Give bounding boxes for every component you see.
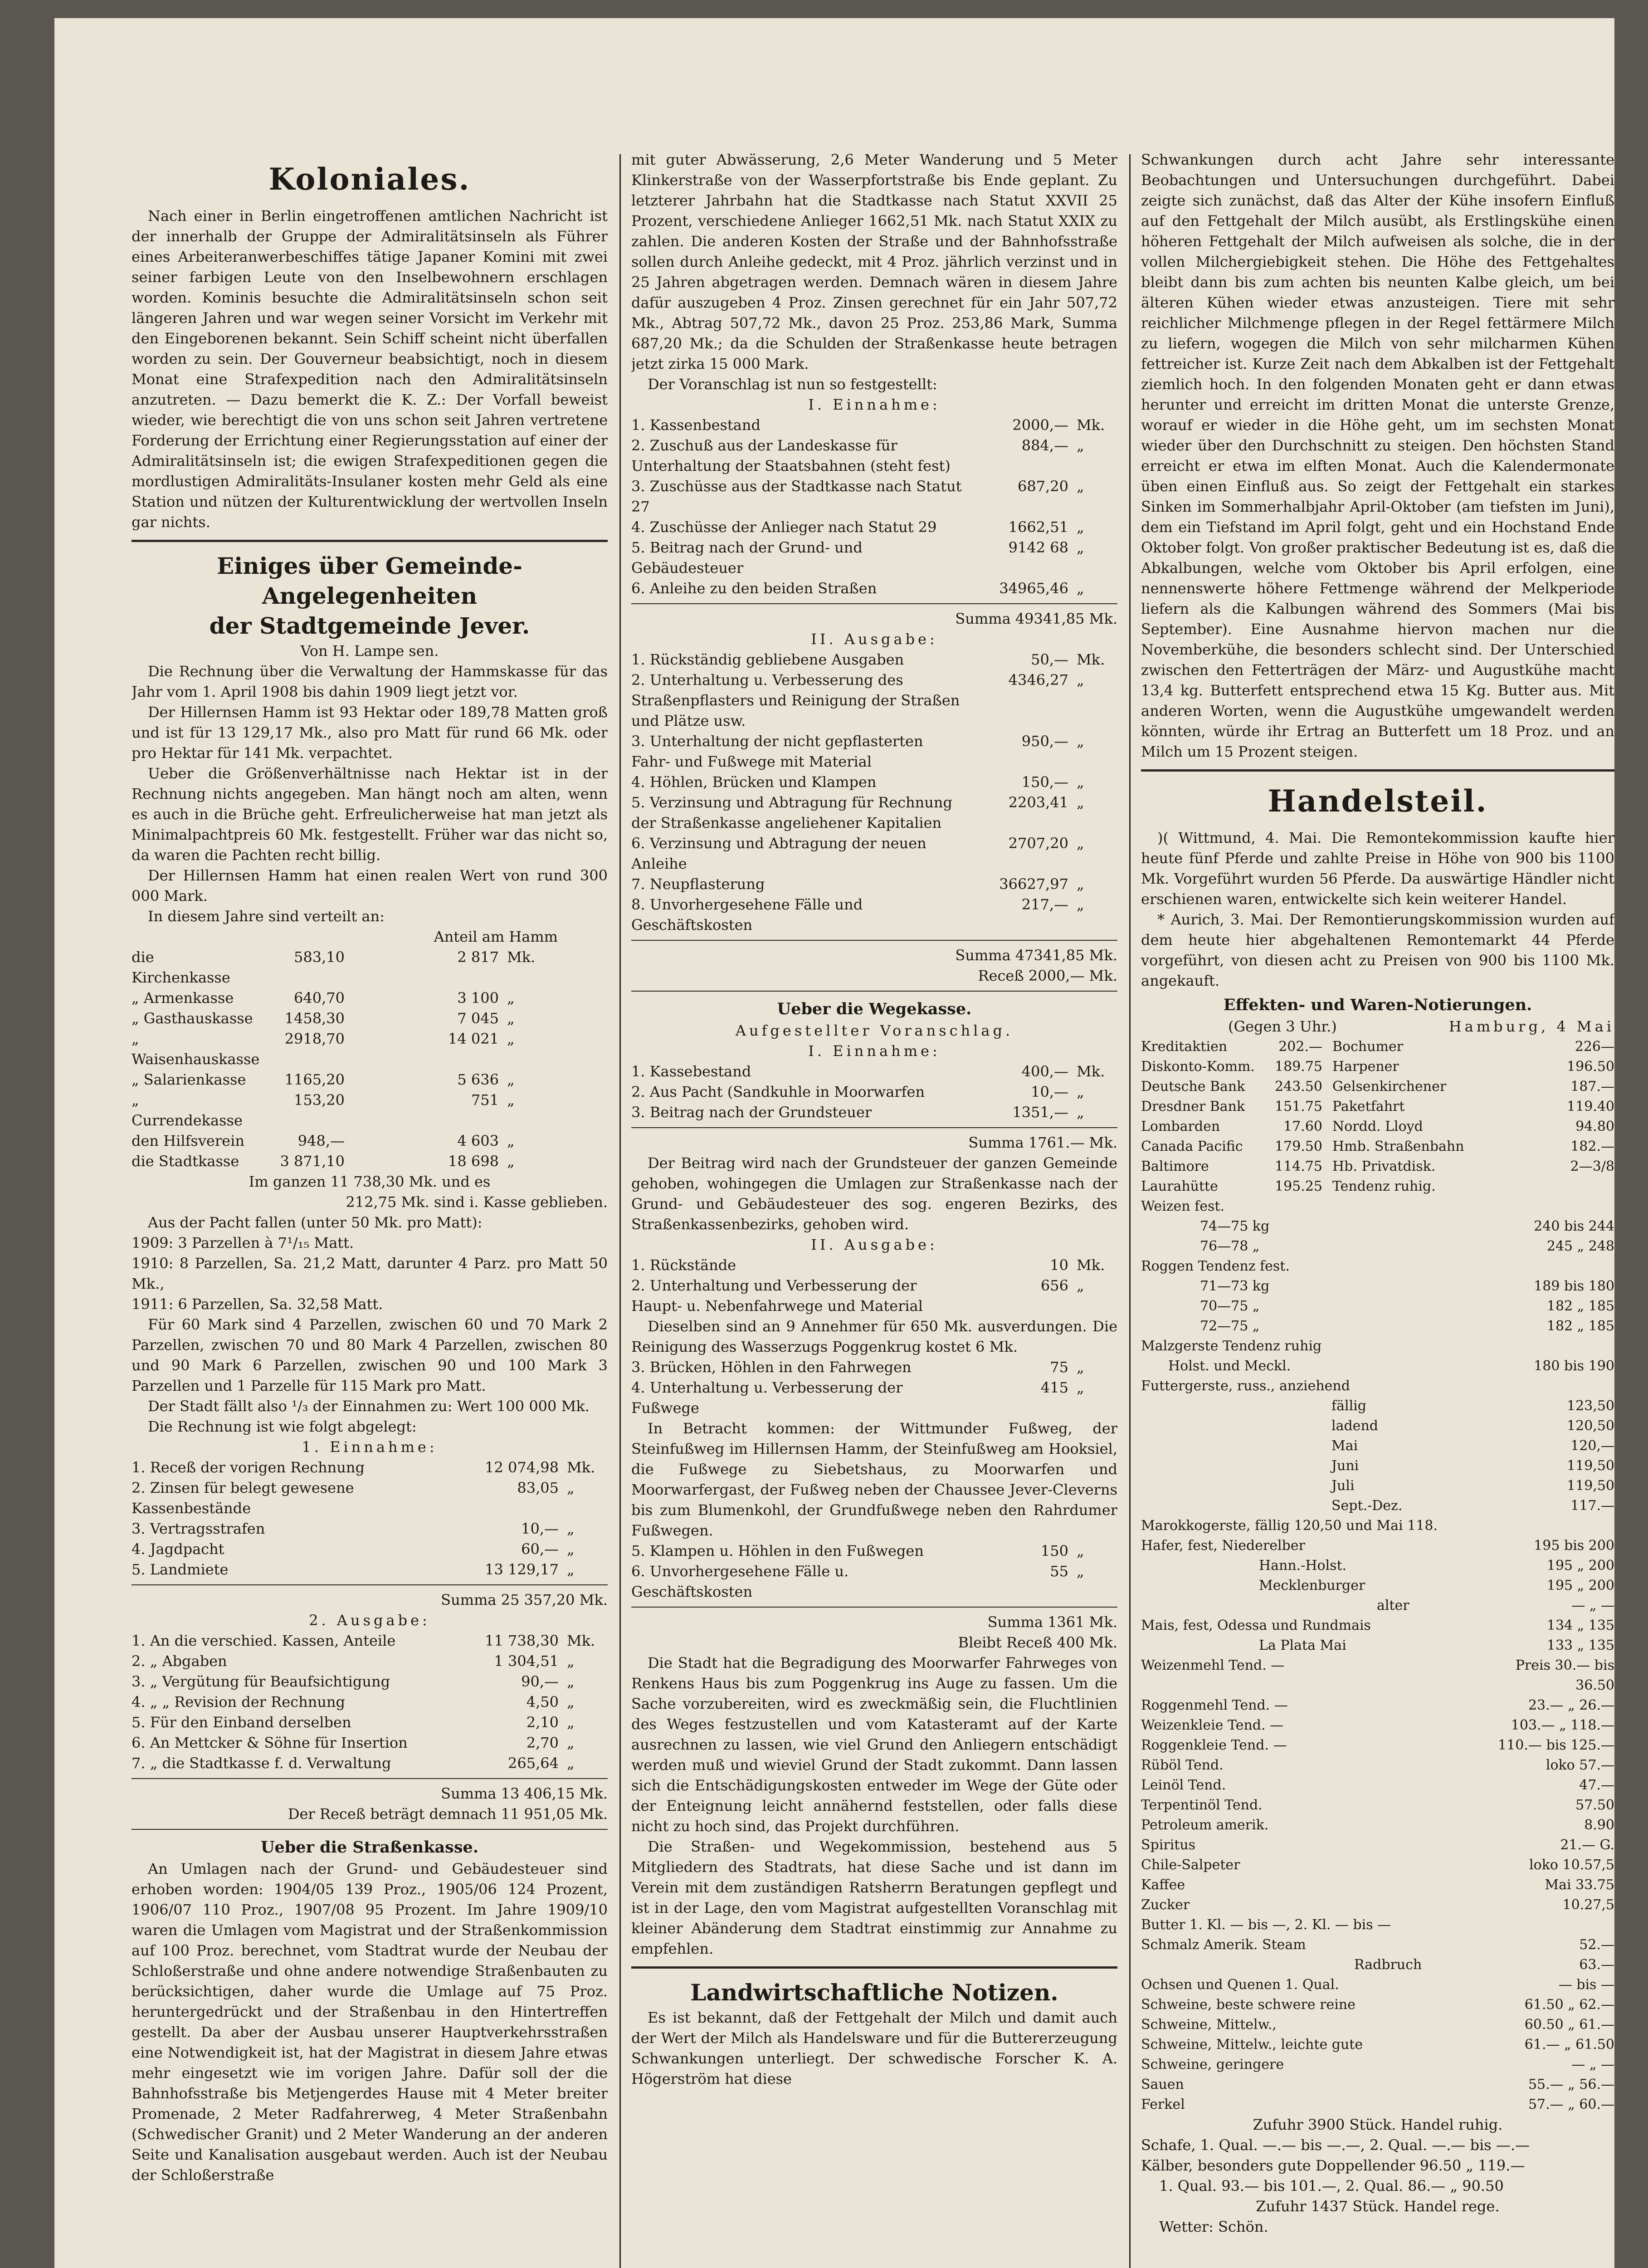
sum-rule — [631, 1607, 1117, 1608]
table-row: Lombarden 17.60 Nordd. Lloyd 94.80 — [1141, 1119, 1614, 1134]
sum-rule — [132, 1584, 608, 1585]
table-total: Im ganzen 11 738,30 Mk. und es — [249, 1173, 491, 1190]
table-row: Butter 1. Kl. — bis —, 2. Kl. — bis — — [1141, 1917, 1391, 1933]
article-text: 1910: 8 Parzellen, Sa. 21,2 Matt, darunter 4 Parz. pro Matt 50 Mk., — [132, 1255, 608, 1292]
wege-ausgabe-table — [631, 1357, 1117, 1418]
sum-rule — [631, 603, 1117, 604]
table-row: Roggen Tendenz fest. — [1141, 1258, 1290, 1274]
table-row: 5. Verzinsung und Abtragung für Rechnung der Straßenkasse angeliehener Kapitalien 2203,41 „ — [631, 794, 1084, 831]
column-3 — [1141, 150, 1614, 2268]
article-text: Der Stadt fällt also ¹/₃ der Einnahmen zu: Wert 100 000 Mk. — [148, 1398, 590, 1415]
subsection-title: Ueber die Wegekasse. — [777, 1000, 972, 1018]
sum-rule — [132, 1829, 608, 1830]
einnahme-table — [132, 1457, 608, 1580]
table-total: Summa 47341,85 Mk. — [955, 947, 1117, 964]
table-row: 6. Unvorhergesehene Fälle u. Geschäftskosten 55 „ — [631, 1563, 1084, 1600]
table-total: Receß 2000,— Mk. — [978, 967, 1117, 984]
section-title-landwirtschaft: Landwirtschaftliche Notizen. — [690, 1979, 1058, 2006]
table-row: Ochsen und Quenen 1. Qual. — bis — — [1141, 1977, 1614, 1993]
table-row: Roggenmehl Tend. — 23.— „ 26.— — [1141, 1697, 1614, 1713]
anteil-table — [132, 947, 608, 1172]
table-row: 71—73 kg 189 bis 180 — [1200, 1278, 1614, 1294]
table-row: 6. Verzinsung und Abtragung der neuen Anleihe 2707,20 „ — [631, 835, 1084, 872]
table-row: 1. Rückstände 10 Mk. — [631, 1256, 1105, 1274]
table-row: 3. Beitrag nach der Grundsteuer 1351,— „ — [631, 1104, 1084, 1121]
sum-rule — [631, 991, 1117, 992]
table-row: Marokkogerste, fällig 120,50 und Mai 118. — [1141, 1518, 1438, 1534]
table-header: II. Ausgabe: — [811, 631, 938, 648]
table-total: Der Receß beträgt demnach 11 951,05 Mk. — [288, 1805, 608, 1823]
table-row: 3. „ Vergütung für Beaufsichtigung 90,— „ — [132, 1673, 575, 1690]
article-title: der Stadtgemeinde Jever. — [209, 612, 530, 639]
article-text: )( Wittmund, 4. Mai. Die Remontekommission kaufte hier heute fünf Pferde und zahlte Preise in Höhe von 900 bis 1100 Mk. Vorgeführt wurden 56 Pferde. Da auswärtige Händler nicht erschienen waren, entwickelte sich kein weiterer Handel. — [1141, 829, 1614, 908]
article-text: An Umlagen nach der Grund- und Gebäudesteuer sind erhoben worden: 1904/05 139 Proz., 1905/06 124 Prozent, 1906/07 110 Proz., 1907/08 95 Prozent. Im Jahre 1909/10 waren die Umlagen vom Magistrat und der Straßenkommission auf 100 Proz. berechnet, vom Stadtrat wurde der Neubau der Schloßerstraße und ohne andere notwendige Straßenbauten zu berücksichtigen, daher wurde die Umlage auf 75 Proz. heruntergedrückt und der Straßenbau in den Hintertreffen gestellt. Da aber der Ausbau unserer Hauptverkehrsstraßen eine Notwendigkeit ist, hat der Magistrat in diesem Jahre etwas mehr eingesetzt wie im vorigen Jahre. Dafür soll der die Bahnhofsstraße bis Metjengerdes Hause mit 4 Meter breiter Promenade, 2 Meter Radfahrerweg, 4 Meter Straßenbahn (Schwedischer Granit) und 2 Meter Wanderung an der anderen Seite und Kanalisation ausgebaut werden. Auch ist der Neubau der Schloßerstraße — [132, 1860, 608, 2184]
ausgabe-table — [631, 650, 1117, 935]
table-total: Summa 1761.— Mk. — [968, 1134, 1117, 1151]
ausgabe-table — [132, 1631, 608, 1774]
article-text: Nach einer in Berlin eingetroffenen amtlichen Nachricht ist der innerhalb der Gruppe der Admiralitätsinseln als Führer eines Arbeiteranwerbeschiffes tätige Japaner Komini mit zwei seiner farbigen Leute von den Inselbewohnern erschlagen worden. Kominis besuchte die Admiralitätsinseln schon seit längeren Jahren und war wegen seiner Vorsicht im Verkehr mit den Eingeborenen bekannt. Sein Schiff scheint nicht überfallen worden zu sein. Der Gouverneur beabsichtigt, noch in diesem Monat eine Strafexpedition nach den Admiralitätsinseln anzutreten. — Dazu bemerkt die K. Z.: Der Vorfall beweist wieder, wie berechtigt die von uns schon seit Jahren vertretene Forderung der Errichtung einer Regierungsstation auf einer der Admiralitätsinseln ist; die ewigen Strafexpeditionen gegen die mordlustigen Admiralitäts-Insulaner kosten mehr Geld als eine Station und nützen der Kulturentwicklung der wertvollen Inseln gar nichts. — [132, 207, 608, 531]
table-row: Juni 119,50 — [1331, 1458, 1614, 1474]
section-rule — [132, 540, 608, 542]
table-header: II. Ausgabe: — [811, 1236, 938, 1253]
table-row: La Plata Mai 133 „ 135 — [1259, 1637, 1614, 1653]
table-row: Weizen fest. — [1141, 1198, 1224, 1214]
market-note: Zufuhr 3900 Stück. Handel ruhig. — [1253, 2116, 1503, 2133]
market-note: 1. Qual. 93.— bis 101.—, 2. Qual. 86.— „ 90.50 — [1159, 2177, 1504, 2195]
table-row: Schmalz Amerik. Steam 52.— — [1141, 1937, 1614, 1953]
article-text: * Aurich, 3. Mai. Der Remontierungskommission wurden auf dem heute hier abgehaltenen Remontemarkt 44 Pferde vorgeführt, von diesen acht zu Preisen von 900 bis 1100 Mk. angekauft. — [1141, 911, 1614, 989]
wege-ausgabe-table — [631, 1541, 1117, 1602]
table-row: fällig 123,50 — [1331, 1398, 1614, 1414]
table-row: Weizenmehl Tend. — Preis 30.— bis 36.50 — [1141, 1657, 1614, 1693]
table-row: 72—75 „ 182 „ 185 — [1200, 1318, 1614, 1334]
table-row: Schweine, beste schwere reine 61.50 „ 62.— — [1141, 1997, 1614, 2013]
table-row: Canada Pacific 179.50 Hmb. Straßenbahn 182.— — [1141, 1139, 1614, 1154]
table-row: 5. Klampen u. Höhlen in den Fußwegen 150 „ — [631, 1542, 1084, 1559]
column-rule — [619, 154, 621, 2268]
column-rule — [1129, 154, 1131, 2268]
table-row: Schweine, geringere — „ — — [1141, 2057, 1614, 2072]
table-total: Bleibt Receß 400 Mk. — [958, 1634, 1117, 1651]
article-text: Der Voranschlag ist nun so festgestellt: — [648, 376, 937, 393]
table-row: Chile-Salpeter loko 10.57,5 — [1141, 1857, 1614, 1873]
waren-table — [1141, 1197, 1614, 2115]
table-row: 4. Jagdpacht 60,— „ — [132, 1540, 575, 1558]
table-row: Mai 120,— — [1331, 1438, 1614, 1454]
table-row: Sauen 55.— „ 56.— — [1141, 2077, 1614, 2092]
table-row: Radbruch 63.— — [1354, 1957, 1614, 1973]
table-row: Zucker 10.27,5 — [1141, 1897, 1614, 1913]
sum-rule — [132, 1778, 608, 1779]
table-row: 2. Unterhaltung und Verbesserung der Haupt- u. Nebenfahrwege und Material 656 „ — [631, 1277, 1084, 1315]
market-note: Zufuhr 1437 Stück. Handel rege. — [1256, 2198, 1500, 2215]
article-text: Aus der Pacht fallen (unter 50 Mk. pro Matt): — [148, 1214, 483, 1231]
table-row: Kaffee Mai 33.75 — [1141, 1877, 1614, 1893]
table-row: 6. Anleihe zu den beiden Straßen 34965,46 „ — [631, 580, 1084, 597]
article-text: Der Hillernsen Hamm hat einen realen Wert von rund 300 000 Mark. — [132, 867, 608, 904]
table-row: 5. Für den Einband derselben 2,10 „ — [132, 1714, 575, 1731]
table-row: 7. „ die Stadtkasse f. d. Verwaltung 265,64 „ — [132, 1755, 575, 1772]
table-row: Rüböl Tend. loko 57.— — [1141, 1757, 1614, 1773]
table-row: Spiritus 21.— G. — [1141, 1837, 1614, 1853]
table-row: Terpentinöl Tend. 57.50 — [1141, 1797, 1614, 1813]
effekten-table — [1141, 1037, 1614, 1197]
table-row: Baltimore 114.75 Hb. Privatdisk. 2—3/8 — [1141, 1158, 1614, 1174]
table-row: Petroleum amerik. 8.90 — [1141, 1817, 1614, 1833]
table-header: I. Einnahme: — [808, 396, 941, 413]
table-row: 3. Vertragsstrafen 10,— „ — [132, 1520, 575, 1537]
article-text: Der Hillernsen Hamm ist 93 Hektar oder 189,78 Matten groß und ist für 13 129,17 Mk., also pro Matt für rund 66 Mk. oder pro Hektar für 141 Mk. verpachtet. — [132, 704, 608, 762]
column-1 — [132, 150, 608, 2268]
wege-einnahme-table — [631, 1061, 1117, 1123]
section-rule — [1141, 769, 1614, 772]
table-header: Anteil am Hamm — [434, 928, 558, 945]
table-row: 3. Unterhaltung der nicht gepflasterten Fahr- und Fußwege mit Material 950,— „ — [631, 733, 1084, 770]
table-row: 2. Aus Pacht (Sandkuhle in Moorwarfen 10,— „ — [631, 1083, 1084, 1100]
table-row: 2. Unterhaltung u. Verbesserung des Straßenpflasters und Reinigung der Straßen und Plätze usw. 4346,27 „ — [631, 671, 1084, 729]
article-text: Die Rechnung über die Verwaltung der Hammskasse für das Jahr vom 1. April 1908 bis dahin 1909 liegt jetzt vor. — [132, 663, 608, 700]
table-row: Laurahütte 195.25 Tendenz ruhig. — [1141, 1178, 1436, 1194]
column-2 — [631, 150, 1117, 2268]
market-note: Schafe, 1. Qual. —.— bis —.—, 2. Qual. —.— bis —.— — [1141, 2136, 1530, 2154]
table-row: 4. Unterhaltung u. Verbesserung der Fußwege 415 „ — [631, 1379, 1084, 1417]
table-row: „ Salarienkasse 1165,20 5 636 „ — [132, 1071, 515, 1088]
table-row: 70—75 „ 182 „ 185 — [1200, 1298, 1614, 1314]
table-row: Juli 119,50 — [1331, 1478, 1614, 1494]
article-text: Die Rechnung ist wie folgt abgelegt: — [148, 1418, 417, 1435]
table-row: 6. An Mettcker & Söhne für Insertion 2,70 „ — [132, 1734, 575, 1751]
article-text: Es ist bekannt, daß der Fettgehalt der Milch und damit auch der Wert der Milch als Handelsware und für die Buttererzeugung Schwankungen unterliegt. Der schwedische Forscher K. A. Högerström hat diese — [631, 2009, 1117, 2087]
table-header: 2. Ausgabe: — [309, 1612, 430, 1629]
table-total: Summa 49341,85 Mk. — [955, 610, 1117, 627]
table-header: 1. Einnahme: — [302, 1438, 438, 1456]
table-row: Sept.-Dez. 117.— — [1331, 1498, 1614, 1514]
wege-ausgabe-table — [631, 1255, 1117, 1316]
article-text: 1911: 6 Parzellen, Sa. 32,58 Matt. — [132, 1295, 383, 1313]
table-row: 3. Zuschüsse aus der Stadtkasse nach Statut 27 687,20 „ — [631, 478, 1084, 515]
article-author: Von H. Lampe sen. — [300, 642, 439, 660]
newspaper-page — [54, 18, 1614, 2268]
article-text: Für 60 Mark sind 4 Parzellen, zwischen 60 und 70 Mark 2 Parzellen, zwischen 70 und 80 Mark 4 Parzellen, zwischen 80 und 90 Mark 6 Parzellen, zwischen 90 und 100 Mark 3 Parzellen und 1 Parzelle für 115 Mark pro Matt. — [132, 1316, 608, 1394]
table-row: 1. Rückständig gebliebene Ausgaben 50,— Mk. — [631, 651, 1105, 668]
table-row: Ferkel 57.— „ 60.— — [1141, 2097, 1614, 2112]
table-row: 4. „ „ Revision der Rechnung 4,50 „ — [132, 1693, 575, 1711]
table-row: 7. Neupflasterung 36627,97 „ — [631, 875, 1084, 893]
table-row: 4. Zuschüsse der Anlieger nach Statut 29 1662,51 „ — [631, 518, 1084, 536]
table-row: Mais, fest, Odessa und Rundmais 134 „ 135 — [1141, 1618, 1614, 1633]
table-row: Kreditaktien 202.— Bochumer 226— — [1141, 1039, 1614, 1055]
table-row: die Kirchenkasse 583,10 2 817 Mk. — [132, 948, 536, 986]
table-row: 2. „ Abgaben 1 304,51 „ — [132, 1652, 575, 1670]
table-row: 2. Zinsen für belegt gewesene Kassenbestände 83,05 „ — [132, 1479, 575, 1517]
table-row: 74—75 kg 240 bis 244 — [1200, 1218, 1614, 1234]
table-row: Schweine, Mittelw., leichte gute 61.— „ 61.50 — [1141, 2037, 1614, 2053]
table-total: 212,75 Mk. sind i. Kasse geblieben. — [346, 1193, 608, 1211]
table-row: 1. An die verschied. Kassen, Anteile 11 738,30 Mk. — [132, 1632, 595, 1649]
table-row: Roggenkleie Tend. — 110.— bis 125.— — [1141, 1737, 1614, 1753]
sum-rule — [631, 940, 1117, 941]
table-row: 1. Kassenbestand 2000,— Mk. — [631, 416, 1105, 434]
table-row: „ Currendekasse 153,20 751 „ — [132, 1091, 515, 1129]
table-row: Diskonto-Komm. 189.75 Harpener 196.50 — [1141, 1059, 1614, 1075]
einnahme-table — [631, 415, 1117, 599]
table-row: Futtergerste, russ., anziehend — [1141, 1378, 1350, 1394]
table-total: Summa 25 357,20 Mk. — [441, 1591, 608, 1608]
table-row: alter — „ — — [1377, 1598, 1614, 1613]
article-text: Schwankungen durch acht Jahre sehr interessante Beobachtungen und Untersuchungen durchgeführt. Dabei zeigte sich zunächst, daß das Alter der Kühe insofern Einfluß auf den Fettgehalt der Milch ausübt, als Erstlingskühe einen höheren Fettgehalt der Milch aufweisen als solche, die in der vollen Milchergiebigkeit stehen. Die Höhe des Fettgehaltes bleibt dann bis zum achten bis neunten Kalbe gleich, um bei älteren Kühen wieder etwas anzusteigen. Tiere mit sehr reichlicher Milchmenge pflegen in der Regel fettärmere Milch zu liefern, wogegen die Milch von sehr milcharmen Kühen fettreicher ist. Kurze Zeit nach dem Abkalben ist der Fettgehalt ziemlich hoch. In den folgenden Monaten geht er dann etwas herunter und erreicht im dritten Monat die unterste Grenze, worauf er wieder in die Höhe geht, um im sechsten Monat wieder über den Durchschnitt zu steigen. Den höchsten Stand erreicht er etwa im elften Monat. Auch die Kalendermonate üben einen Einfluß aus. So zeigt der Fettgehalt ein starkes Sinken im Sommerhalbjahr April-Oktober (am tiefsten im Juni), dem ein Tiefstand im April folgt, geht und ein Hochstand Ende Oktober folgt. Von großer praktischer Bedeutung ist es, daß die Abkalbungen, welche vom Oktober bis April erfolgen, eine nennenswerte höhere Fettmenge während der Melkperiode liefern als die Kalbungen während des Sommers (Mai bis September). Eine Ausnahme hiervon machen nur die Novemberkühe, die besonders schlecht sind. Der Unterschied zwischen den Fetterträgen der März- und Augustkühe macht 13,4 kg. Butterfett entsprechend etwa 15 Kg. Butter aus. Mit anderen Worten, wenn die Augustkühe umgewandelt werden könnten, würde ihr Ertrag an Butterfett um 18 Proz. und an Milch um 15 Prozent steigen. — [1141, 151, 1614, 760]
weather-note: Wetter: Schön. — [1159, 2218, 1268, 2235]
section-title-koloniales: Koloniales. — [268, 161, 471, 197]
table-row: „ Armenkasse 640,70 3 100 „ — [132, 989, 515, 1007]
article-text: In Betracht kommen: der Wittmunder Fußweg, der Steinfußweg im Hillernsen Hamm, der Steinfußweg am Hooksiel, die Fußwege zu Siebetshaus, zu Moorwarfen und Moorwarfergast, der Fußweg neben der Chaussee Jever-Cleverns bis zum Blumenkohl, der Grundfußwege neben den Rahrdumer Fußwegen. — [631, 1420, 1117, 1539]
article-text: Die Straßen- und Wegekommission, bestehend aus 5 Mitgliedern des Stadtrats, hat diese Sache und ist dann im Verein mit dem zuständigen Ratsherrn Beratungen gepflegt und ist in der Lage, den vom Magistrat aufgestellten Voranschlag mit kleiner Abänderung dem Stadtrat einstimmig zur Annahme zu empfehlen. — [631, 1838, 1117, 1957]
table-row: Weizenkleie Tend. — 103.— „ 118.— — [1141, 1717, 1614, 1733]
table-total: Summa 1361 Mk. — [987, 1613, 1117, 1631]
table-row: 3. Brücken, Höhlen in den Fahrwegen 75 „ — [631, 1359, 1084, 1376]
table-row: 8. Unvorhergesehene Fälle und Geschäftskosten 217,— „ — [631, 896, 1084, 934]
subsection-title: Effekten- und Waren-Notierungen. — [1223, 996, 1532, 1014]
table-row: Mecklenburger 195 „ 200 — [1259, 1578, 1614, 1593]
table-row: 5. Beitrag nach der Grund- und Gebäudesteuer 9142 68 „ — [631, 539, 1084, 577]
subsection-title: Ueber die Straßenkasse. — [260, 1838, 479, 1857]
table-row: 4. Höhlen, Brücken und Klampen 150,— „ — [631, 773, 1084, 791]
quote-subheader: (Gegen 3 Uhr.) Hamburg, 4 Mai — [1228, 1018, 1614, 1035]
table-row: 2. Zuschuß aus der Landeskasse für Unterhaltung der Staatsbahnen (steht fest) 884,— „ — [631, 437, 1084, 474]
table-row: den Hilfsverein 948,— 4 603 „ — [132, 1132, 515, 1149]
table-row: Dresdner Bank 151.75 Paketfahrt 119.40 — [1141, 1099, 1614, 1114]
table-row: Hann.-Holst. 195 „ 200 — [1259, 1558, 1614, 1574]
article-text: Die Stadt hat die Begradigung des Moorwarfer Fahrweges von Renkens Haus bis zum Poggenkrug ins Auge zu fassen. Um die Sache vorzubereiten, wird es zweckmäßig sein, die Fluchtlinien des Weges festzustellen und vom Katasteramt auf der Karte ausrechnen zu lassen, wie viel Grund den Anliegern entschädigt werden muß und wieviel Grund der Stadt zukommt. Dann lassen sich die Entschädigungskosten entweder im Wege der Güte oder der Enteignung leicht annähernd feststellen, oder falls diese nicht zu hoch sind, das Projekt durchführen. — [631, 1654, 1117, 1835]
table-row: ladend 120,50 — [1331, 1418, 1614, 1434]
table-row: 5. Landmiete 13 129,17 „ — [132, 1561, 575, 1578]
article-title: Einiges über Gemeinde-Angelegenheiten — [217, 552, 522, 609]
table-row: Leinöl Tend. 47.— — [1141, 1777, 1614, 1793]
table-row: Hafer, fest, Niederelber 195 bis 200 — [1141, 1538, 1614, 1554]
table-row: „ Gasthauskasse 1458,30 7 045 „ — [132, 1010, 515, 1027]
table-row: Deutsche Bank 243.50 Gelsenkirchener 187.— — [1141, 1079, 1614, 1095]
article-text: Der Beitrag wird nach der Grundsteuer der ganzen Gemeinde gehoben, wohingegen die Umlagen zur Straßenkasse nach der Grund- und Gebäudesteuer des sog. engeren Bezirks, des Straßenkassenbezirks, gehoben wird. — [631, 1154, 1117, 1233]
article-text: In diesem Jahre sind verteilt an: — [148, 908, 385, 925]
table-row: Malzgerste Tendenz ruhig — [1141, 1338, 1322, 1354]
subsection-subtitle: Aufgestellter Voranschlag. — [735, 1022, 1014, 1039]
table-row: die Stadtkasse 3 871,10 18 698 „ — [132, 1153, 515, 1170]
table-row: 1. Receß der vorigen Rechnung 12 074,98 Mk. — [132, 1459, 595, 1476]
table-row: 76—78 „ 245 „ 248 — [1200, 1238, 1614, 1254]
table-row: Schweine, Mittelw., 60.50 „ 61.— — [1141, 2017, 1614, 2033]
table-header: I. Einnahme: — [808, 1042, 941, 1060]
section-title-handelsteil: Handelsteil. — [1268, 783, 1488, 819]
article-text: Ueber die Größenverhältnisse nach Hektar ist in der Rechnung nichts angegeben. Man hängt noch am alten, wenn es auch in die Brüche geht. Erfreulicherweise hat man jetzt als Minimalpachtpreis 60 Mk. festgestellt. Früher war das nicht so, da waren die Pachten recht billig. — [132, 765, 608, 864]
article-text: mit guter Abwässerung, 2,6 Meter Wanderung und 5 Meter Klinkerstraße von der Wasserpfortstraße bis Ende geplant. Zu letzterer Jahrbahn hat die Stadtkasse nach Statut XXVII 25 Prozent, verschiedene Anlieger 1662,51 Mk. nach Statut XXIX zu zahlen. Die anderen Kosten der Straße und der Bahnhofsstraße sollen durch Anleihe gedeckt, mit 4 Proz. jährlich verzinst und in 25 Jahren abgetragen werden. Demnach wären in diesem Jahre dafür auszugeben 4 Proz. Zinsen gerechnet für ein Jahr 507,72 Mk., Abtrag 507,72 Mk., davon 25 Proz. 253,86 Mark, Summa 687,20 Mk.; da die Schulden der Straßenkasse heute betragen jetzt zirka 15 000 Mark. — [631, 151, 1117, 372]
table-row: Holst. und Meckl. 180 bis 190 — [1168, 1358, 1614, 1374]
sum-rule — [631, 1127, 1117, 1128]
article-text: 1909: 3 Parzellen à 7¹/₁₅ Matt. — [132, 1234, 354, 1251]
table-row: „ Waisenhauskasse 2918,70 14 021 „ — [132, 1030, 515, 1068]
article-text: Dieselben sind an 9 Annehmer für 650 Mk. ausverdungen. Die Reinigung des Wasserzugs Poggenkrug kostet 6 Mk. — [631, 1318, 1117, 1355]
section-rule — [631, 1966, 1117, 1969]
table-total: Summa 13 406,15 Mk. — [441, 1785, 608, 1802]
market-note: Kälber, besonders gute Doppellender 96.50 „ 119.— — [1141, 2157, 1525, 2174]
table-row: 1. Kassebestand 400,— Mk. — [631, 1063, 1105, 1080]
